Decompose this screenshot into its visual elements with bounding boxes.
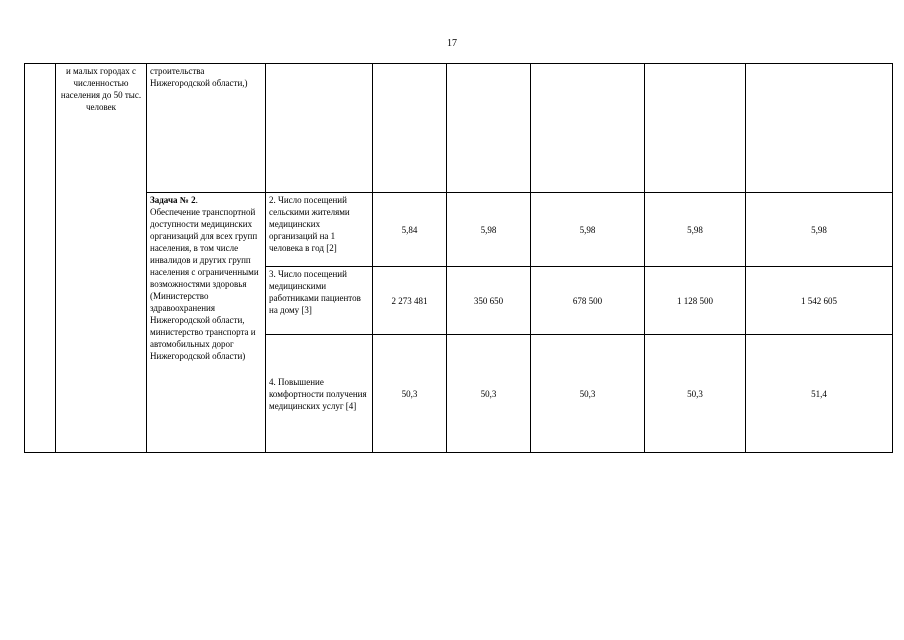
empty-cell — [266, 64, 373, 193]
value-cell: 50,3 — [645, 335, 746, 453]
number-cell — [25, 64, 56, 453]
value-cell: 5,98 — [645, 193, 746, 267]
location-cell: и малых городах с численностью населения до 50 тыс. человек — [56, 64, 147, 453]
task-body: Обеспечение транспортной доступности медицинских организаций для всех групп населения, в том числе инвалидов и других групп населения с ограниченными возможностями здоровья (Министерство здравоохранения Нижегородской области, министерство транспорта и автомобильных дорог Нижегородской области) — [150, 207, 259, 361]
task-title: Задача № 2 — [150, 195, 196, 205]
value-cell: 50,3 — [447, 335, 531, 453]
value-cell: 678 500 — [531, 267, 645, 335]
value-cell: 5,98 — [531, 193, 645, 267]
empty-cell — [746, 64, 893, 193]
value-cell: 50,3 — [531, 335, 645, 453]
indicator-label: 3. Число посещений медицинскими работниками пациентов на дому [3] — [266, 267, 373, 335]
value-cell: 5,98 — [746, 193, 893, 267]
value-cell: 1 128 500 — [645, 267, 746, 335]
table-row — [25, 193, 893, 267]
table-row — [25, 64, 893, 193]
value-cell: 1 542 605 — [746, 267, 893, 335]
indicator-label: 4. Повышение комфортности получения медицинских услуг [4] — [266, 335, 373, 453]
empty-cell — [447, 64, 531, 193]
indicators-table — [24, 63, 893, 453]
value-cell: 350 650 — [447, 267, 531, 335]
page-number: 17 — [447, 38, 457, 49]
value-cell: 5,84 — [373, 193, 447, 267]
value-cell: 2 273 481 — [373, 267, 447, 335]
empty-cell — [373, 64, 447, 193]
task-cell — [147, 193, 266, 453]
value-cell: 5,98 — [447, 193, 531, 267]
empty-cell — [645, 64, 746, 193]
value-cell: 51,4 — [746, 335, 893, 453]
indicator-label: 2. Число посещений сельскими жителями медицинских организаций на 1 человека в год [2] — [266, 193, 373, 267]
empty-cell — [531, 64, 645, 193]
responsible-cell: строительства Нижегородской области,) — [147, 64, 266, 193]
value-cell: 50,3 — [373, 335, 447, 453]
task-title-suffix: . — [195, 195, 198, 205]
